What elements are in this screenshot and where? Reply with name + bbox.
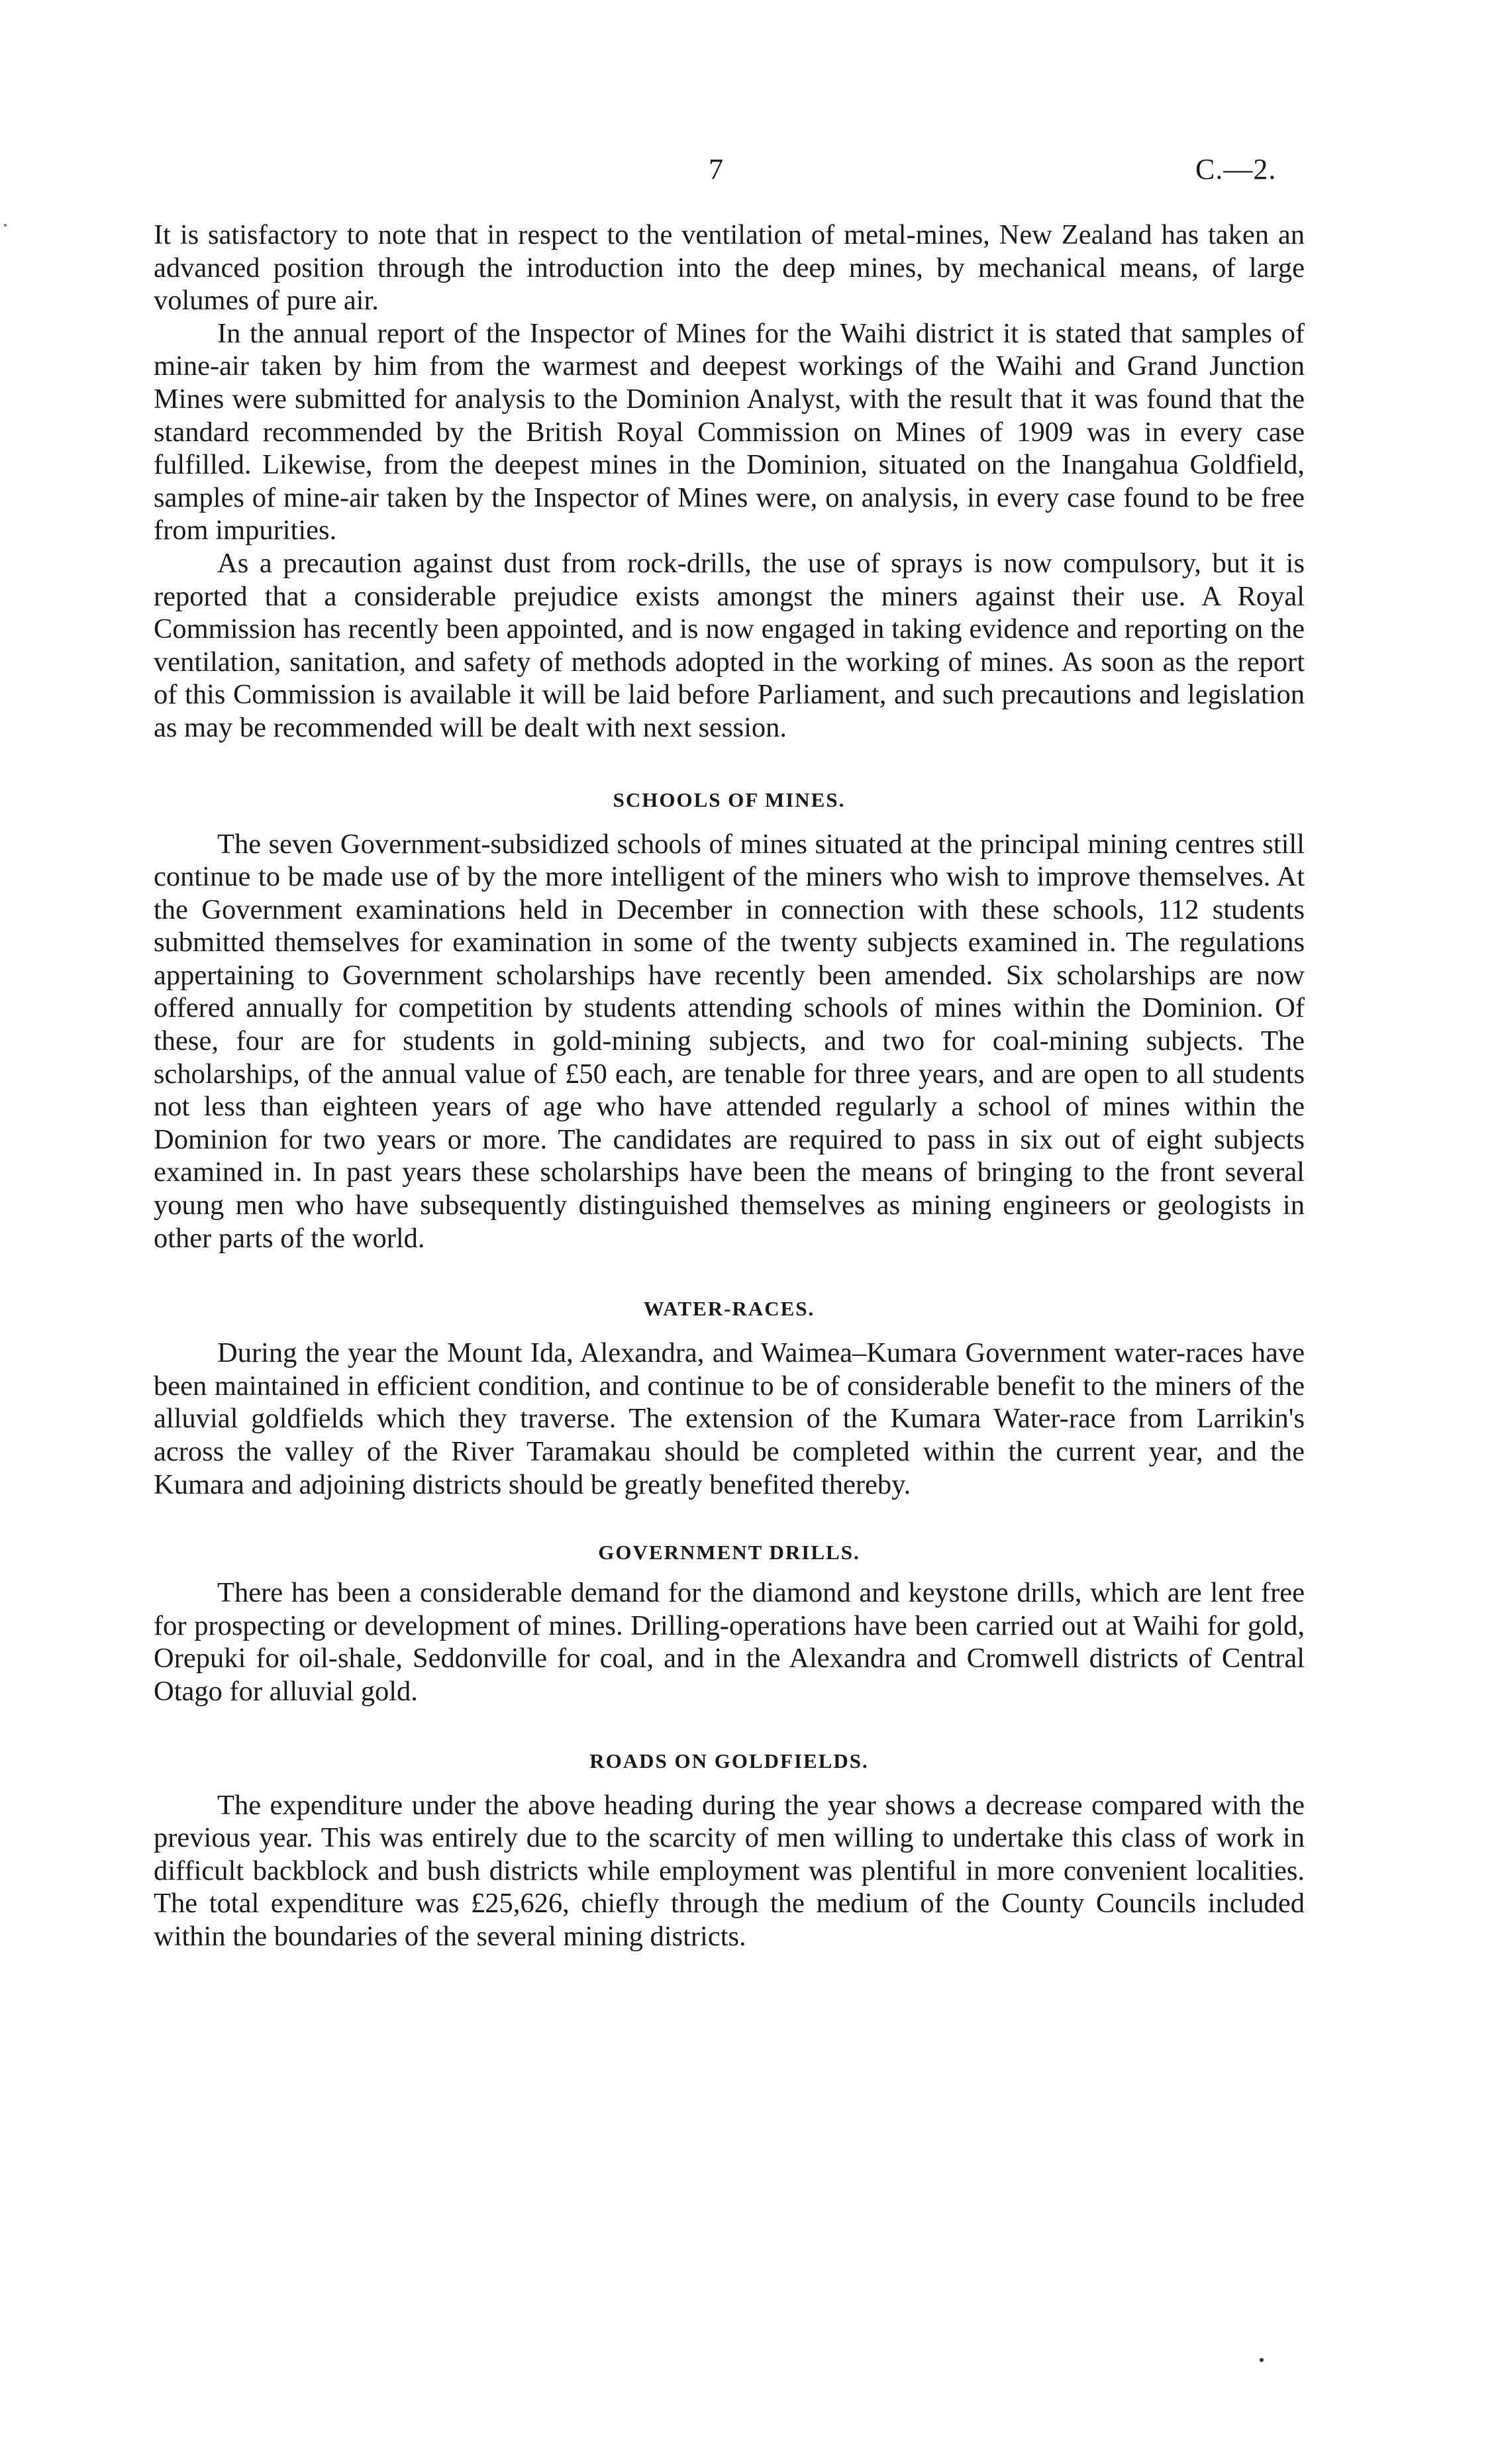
government-drills-section <box>154 1539 1305 1708</box>
roads-on-goldfields-section <box>154 1748 1305 1953</box>
paragraph-government-drills: There has been a considerable demand for the diamond and keystone drills, which are lent free for prospecting or development of mines. Drilling-operations have been carried out at Waihi for gold, Orepuki for oil-shale, Seddonville for coal, and in the Alexandra and Cromwell districts of Central Otago for alluvial gold. <box>154 1577 1305 1707</box>
schools-of-mines-section <box>154 787 1305 1255</box>
paragraph-water-races: During the year the Mount Ida, Alexandra, and Waimea–Kumara Government water-races have been maintained in efficient condition, and continue to be of considerable benefit to the miners of the alluvial goldfields which they traverse. The extension of the Kumara Water-race from Larrikin's across the valley of the River Taramakau should be completed within the current year, and the Kumara and adjoining districts should be greatly benefited thereby. <box>154 1337 1305 1500</box>
section-heading-schools-of-mines: SCHOOLS OF MINES. <box>613 788 846 811</box>
paragraph-ventilation: It is satisfactory to note that in respect to the ventilation of metal-mines, New Zealand has taken an advanced position through the introduction into the deep mines, by mechanical means, of large volumes of pure air. <box>154 219 1305 317</box>
intro-section <box>154 219 1305 744</box>
paragraph-schools-of-mines: The seven Government-subsidized schools of mines situated at the principal mining centres still continue to be made use of by the more intelligent of the miners who wish to improve themselves. At the Government examinations held in December in connection with these schools, 112 students submitted themselves for examination in some of the twenty subjects examined in. The regulations appertaining to Government scholarships have recently been amended. Six scholarships are now offered annually for competition by students attending schools of mines within the Dominion. Of these, four are for students in gold-mining subjects, and two for coal-mining subjects. The scholarships, of the annual value of £50 each, are tenable for three years, and are open to all students not less than eighteen years of age who have attended regularly a school of mines within the Dominion for two years or more. The candidates are required to pass in six out of eight subjects examined in. In past years these scholarships have been the means of bringing to the front several young men who have subsequently distinguished themselves as mining engineers or geologists in other parts of the world. <box>154 828 1305 1254</box>
document-reference: C.—2. <box>1195 153 1277 185</box>
margin-speck-mark <box>4 224 7 227</box>
paragraph-waihi-report: In the annual report of the Inspector of Mines for the Waihi district it is stated that samples of mine-air taken by him from the warmest and deepest workings of the Waihi and Grand Junction Mines were submitted for analysis to the Dominion Analyst, with the result that it was found that the standard recommended by the British Royal Commission on Mines of 1909 was in every case fulfilled. Likewise, from the deepest mines in the Dominion, situated on the Inangahua Goldfield, samples of mine-air taken by the Inspector of Mines were, on analysis, in every case found to be free from impurities. <box>154 317 1305 546</box>
body-text <box>154 219 1305 1953</box>
page-number: 7 <box>709 153 723 185</box>
section-heading-government-drills: GOVERNMENT DRILLS. <box>598 1541 860 1565</box>
margin-dot-mark <box>1260 2358 1264 2362</box>
section-heading-roads-on-goldfields: ROADS ON GOLDFIELDS. <box>589 1749 869 1772</box>
paragraph-rock-drills: As a precaution against dust from rock-drills, the use of sprays is now compulsory, but it is reported that a considerable prejudice exists amongst the miners against their use. A Royal Commission has recently been appointed, and is now engaged in taking evidence and reporting on the ventilation, sanitation, and safety of methods adopted in the working of mines. As soon as the report of this Commission is available it will be laid before Parliament, and such precautions and legislation as may be recommended will be dealt with next session. <box>154 547 1305 743</box>
paragraph-roads-on-goldfields: The expenditure under the above heading during the year shows a decrease compared with the previous year. This was entirely due to the scarcity of men willing to undertake this class of work in difficult backblock and bush districts while employment was plentiful in more convenient localities. The total expenditure was £25,626, chiefly through the medium of the County Councils included within the boundaries of the several mining districts. <box>154 1789 1305 1952</box>
page-header <box>0 150 1502 196</box>
water-races-section <box>154 1296 1305 1501</box>
section-heading-water-races: WATER-RACES. <box>643 1297 815 1321</box>
